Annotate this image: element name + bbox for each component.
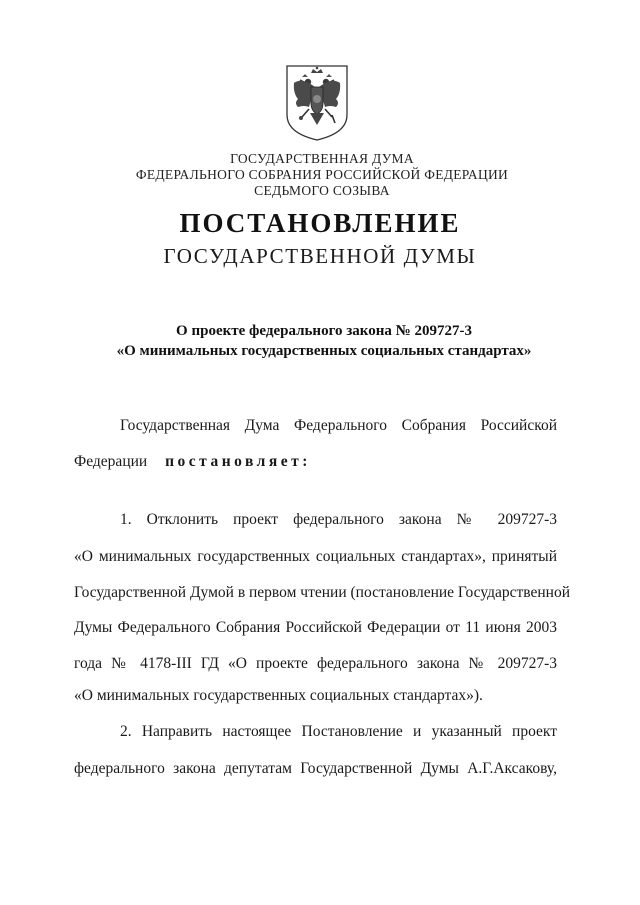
item1-line-5: года № 4178-III ГД «О проекте федерального закона № 209727-3: [74, 655, 557, 672]
item1-line-6: «О минимальных государственных социальных стандартах»).: [74, 687, 483, 704]
decree-verb: постановляет:: [165, 453, 311, 470]
subject-line-2: «О минимальных государственных социальных стандартах»: [116, 343, 532, 359]
preamble-line-1: Государственная Дума Федерального Собрания Российской: [120, 417, 557, 434]
item1-line-4: Думы Федерального Собрания Российской Федерации от 11 июня 2003: [74, 619, 557, 636]
preamble-line-2: [74, 452, 557, 472]
org-line-1: ГОСУДАРСТВЕННАЯ ДУМА: [230, 151, 414, 166]
item1-line-3: Государственной Думой в первом чтении (постановление Государственной: [74, 584, 571, 601]
item2-line-1: 2. Направить настоящее Постановление и указанный проект: [120, 723, 557, 740]
item1-line-1: 1. Отклонить проект федерального закона № 209727-3: [120, 511, 557, 528]
russian-coat-of-arms-icon: [284, 63, 350, 143]
org-line-2: ФЕДЕРАЛЬНОГО СОБРАНИЯ РОССИЙСКОЙ ФЕДЕРАЦИИ: [135, 167, 509, 182]
item1-line-2: «О минимальных государственных социальных стандартах», принятый: [74, 548, 557, 565]
subject-line-1: О проекте федерального закона № 209727-3: [176, 323, 472, 339]
org-line-3: СЕДЬМОГО СОЗЫВА: [254, 183, 390, 198]
document-title: ПОСТАНОВЛЕНИЕ: [179, 208, 461, 238]
document-subtitle: ГОСУДАРСТВЕННОЙ ДУМЫ: [163, 244, 477, 268]
item2-line-2: федерального закона депутатам Государственной Думы А.Г.Аксакову,: [74, 760, 557, 777]
preamble-start: Федерации: [74, 453, 148, 470]
